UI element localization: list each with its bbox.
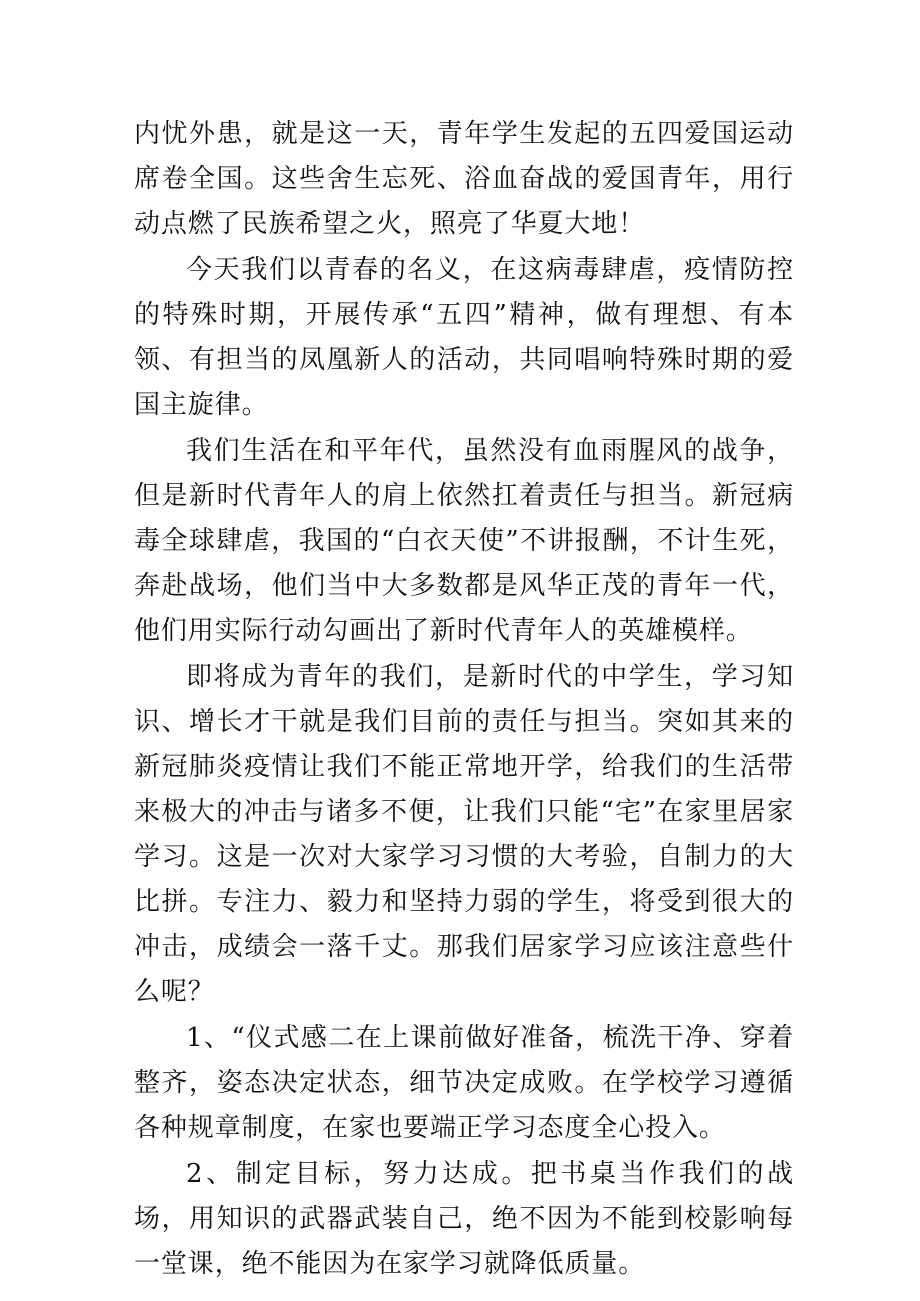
paragraph: 我们生活在和平年代，虽然没有血雨腥风的战争，但是新时代青年人的肩上依然扛着责任与担当。新冠病毒全球肆虐，我国的“白衣天使”不讲报酬，不计生死，奔赴战场，他们当中大多数都是风华正茂的青年一代，他们用实际行动勾画出了新时代青年人的英雄模样。 [134,436,794,646]
paragraph: 即将成为青年的我们，是新时代的中学生，学习知识、增长才干就是我们目前的责任与担当。突如其来的新冠肺炎疫情让我们不能正常地开学，给我们的生活带来极大的冲击与诸多不便，让我们只能“宅”在家里居家学习。这是一次对大家学习习惯的大考验，自制力的大比拼。专注力、毅力和坚持力弱的学生，将受到很大的冲击，成绩会一落千丈。那我们居家学习应该注意些什么呢？ [134,662,794,1007]
paragraph: 今天我们以青春的名义，在这病毒肆虐，疫情防控的特殊时期，开展传承“五四”精神，做有理想、有本领、有担当的凤凰新人的活动，共同唱响特殊时期的爱国主旋律。 [134,255,794,420]
paragraph: 2、制定目标，努力达成。把书桌当作我们的战场，用知识的武器武装自己，绝不因为不能到校影响每一堂课，绝不能因为在家学习就降低质量。 [134,1159,794,1279]
document-page [134,112,794,1288]
paragraph: 1、“仪式感二在上课前做好准备，梳洗干净、穿着整齐，姿态决定状态，细节决定成败。在学校学习遵循各种规章制度，在家也要端正学习态度全心投入。 [134,1023,794,1143]
paragraph-continued: 内忧外患，就是这一天，青年学生发起的五四爱国运动席卷全国。这些舍生忘死、浴血奋战的爱国青年，用行动点燃了民族希望之火，照亮了华夏大地！ [134,119,794,239]
